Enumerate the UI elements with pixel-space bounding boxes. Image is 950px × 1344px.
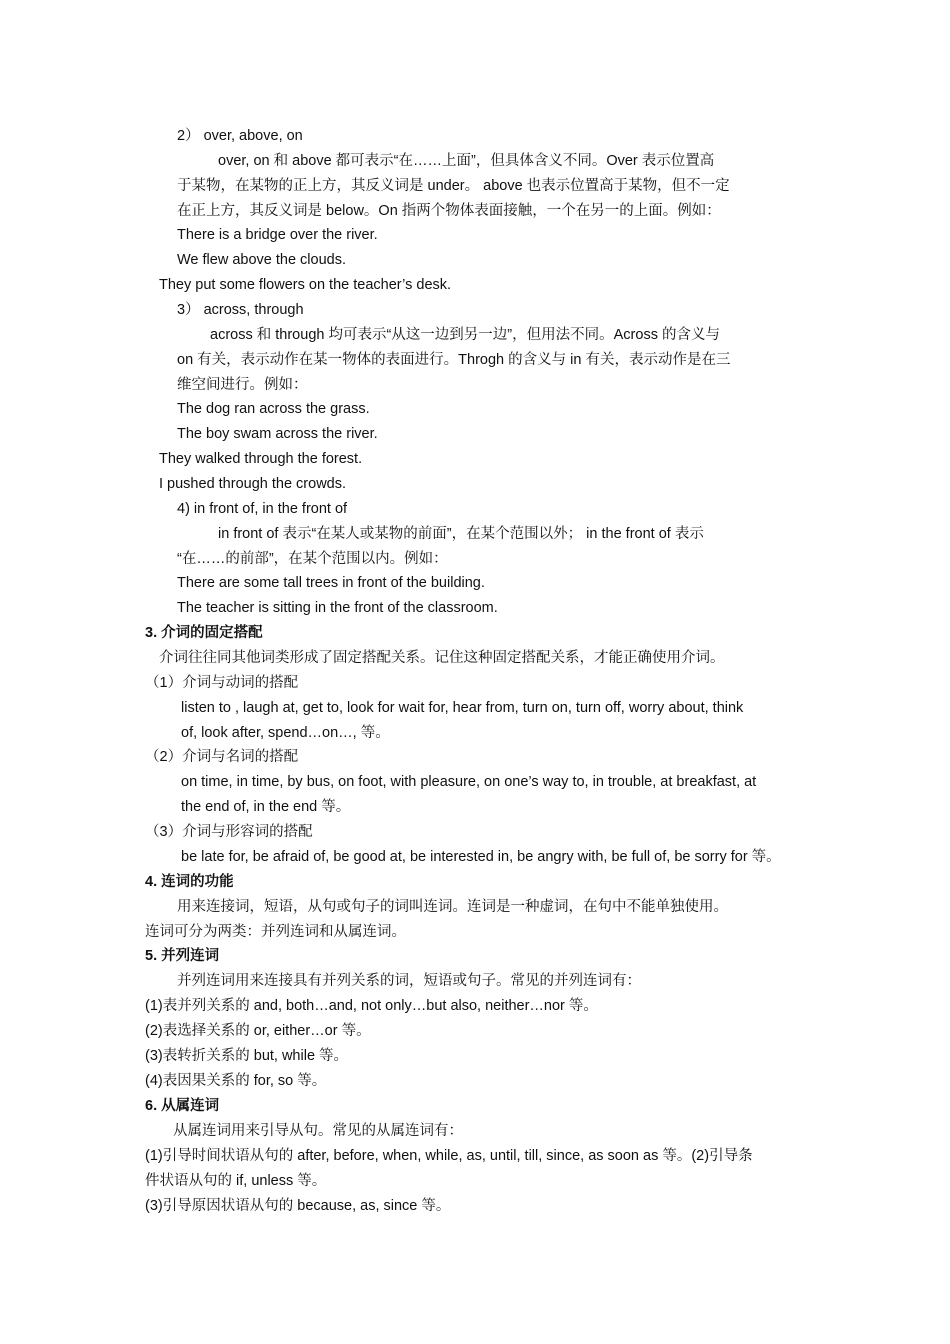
paragraph-line: 在正上方，其反义词是 below。On 指两个物体表面接触，一个在另一的上面。例如： bbox=[177, 203, 721, 219]
paragraph-line: on 有关，表示动作在某一物体的表面进行。Throgh 的含义与 in 有关，表示动作是在三 bbox=[177, 352, 731, 368]
paragraph-line: 并列连词用来连接具有并列关系的词，短语或句子。常见的并列连词有： bbox=[177, 973, 641, 989]
heading-subordinating-conjunctions: 6. 从属连词 bbox=[145, 1098, 220, 1114]
example-sentence: I pushed through the crowds. bbox=[159, 476, 347, 492]
subheading-prep-noun: （2）介词与名词的搭配 bbox=[145, 749, 299, 765]
example-sentence: They put some flowers on the teacher’s desk. bbox=[159, 277, 452, 293]
list-item: (2)表选择关系的 or, either…or 等。 bbox=[145, 1023, 371, 1039]
example-sentence: They walked through the forest. bbox=[159, 451, 363, 467]
example-sentence: We flew above the clouds. bbox=[177, 252, 346, 268]
section-heading-across-through: 3） across, through bbox=[177, 302, 304, 318]
list-item: 件状语从句的 if, unless 等。 bbox=[145, 1173, 327, 1189]
section-heading-over-above-on: 2） over, above, on bbox=[177, 128, 303, 144]
paragraph-line: 于某物，在某物的正上方，其反义词是 under。 above 也表示位置高于某物，但不一定 bbox=[177, 178, 730, 194]
section-heading-in-front-of: 4) in front of, in the front of bbox=[177, 501, 348, 517]
paragraph-line: “在……的前部”，在某个范围以内。例如： bbox=[177, 551, 448, 567]
collocation-list-line: the end of, in the end 等。 bbox=[181, 799, 351, 815]
paragraph-line: over, on 和 above 都可表示“在……上面”，但具体含义不同。Over 表示位置高 bbox=[218, 153, 715, 169]
list-item: (3)表转折关系的 but, while 等。 bbox=[145, 1048, 349, 1064]
paragraph-line: 介词往往同其他词类形成了固定搭配关系。记住这种固定搭配关系，才能正确使用介词。 bbox=[159, 650, 725, 666]
paragraph-line: 用来连接词，短语，从句或句子的词叫连词。连词是一种虚词，在句中不能单独使用。 bbox=[177, 899, 728, 915]
heading-coordinating-conjunctions: 5. 并列连词 bbox=[145, 948, 220, 964]
list-item: (1)表并列关系的 and, both…and, not only…but also, neither…nor 等。 bbox=[145, 998, 598, 1014]
list-item: (3)引导原因状语从句的 because, as, since 等。 bbox=[145, 1198, 451, 1214]
subheading-prep-verb: （1）介词与动词的搭配 bbox=[145, 675, 299, 691]
example-sentence: There are some tall trees in front of the building. bbox=[177, 575, 485, 591]
heading-conjunction-function: 4. 连词的功能 bbox=[145, 874, 234, 890]
collocation-list-line: be late for, be afraid of, be good at, be interested in, be angry with, be full of, be sorry for 等。 bbox=[181, 849, 781, 865]
paragraph-line: in front of 表示“在某人或某物的前面”，在某个范围以外； in the front of 表示 bbox=[218, 526, 704, 542]
example-sentence: The teacher is sitting in the front of the classroom. bbox=[177, 600, 498, 616]
list-item: (1)引导时间状语从句的 after, before, when, while, as, until, till, since, as soon as 等。(2)引导条 bbox=[145, 1148, 753, 1164]
paragraph-line: 从属连词用来引导从句。常见的从属连词有： bbox=[173, 1123, 463, 1139]
collocation-list-line: on time, in time, by bus, on foot, with pleasure, on one’s way to, in trouble, at breakfast, at bbox=[181, 774, 757, 790]
example-sentence: There is a bridge over the river. bbox=[177, 227, 378, 243]
list-item: (4)表因果关系的 for, so 等。 bbox=[145, 1073, 327, 1089]
paragraph-line: 连词可分为两类：并列连词和从属连词。 bbox=[145, 924, 406, 940]
subheading-prep-adjective: （3）介词与形容词的搭配 bbox=[145, 824, 313, 840]
collocation-list-line: listen to , laugh at, get to, look for wait for, hear from, turn on, turn off, worry about, think bbox=[181, 700, 744, 716]
paragraph-line: across 和 through 均可表示“从这一边到另一边”，但用法不同。Across 的含义与 bbox=[210, 327, 720, 343]
example-sentence: The boy swam across the river. bbox=[177, 426, 378, 442]
heading-fixed-collocations: 3. 介词的固定搭配 bbox=[145, 625, 263, 641]
collocation-list-line: of, look after, spend…on…, 等。 bbox=[181, 725, 390, 741]
example-sentence: The dog ran across the grass. bbox=[177, 401, 370, 417]
paragraph-line: 维空间进行。例如： bbox=[177, 377, 308, 393]
